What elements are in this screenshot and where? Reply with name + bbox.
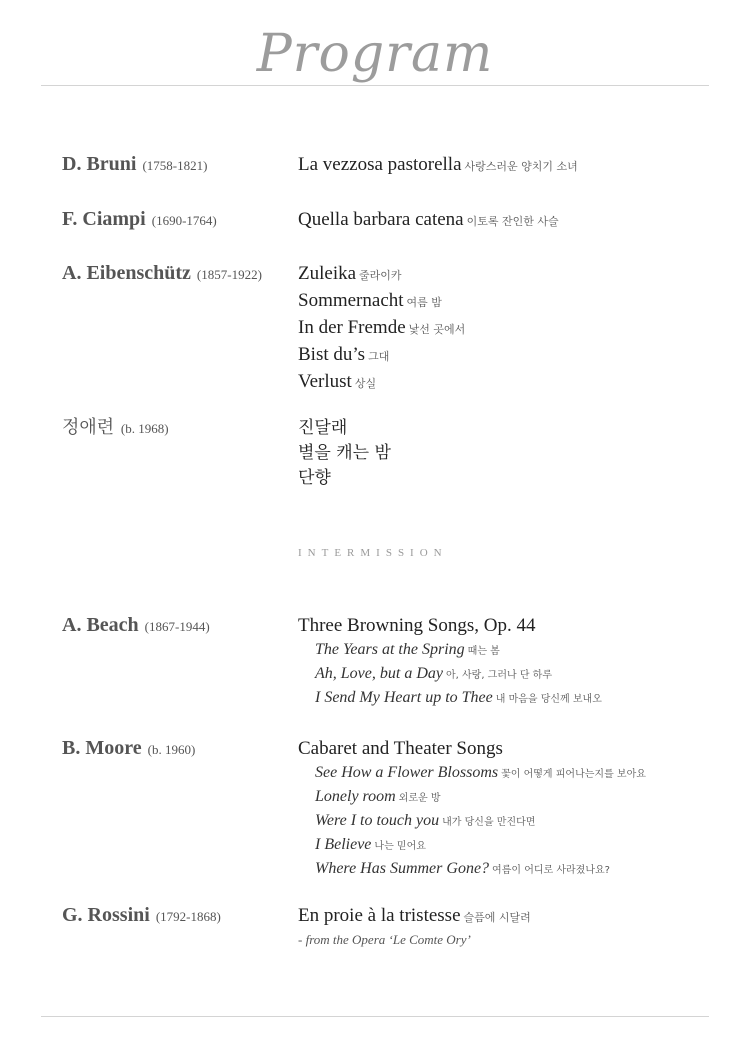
song-title: I Believe 나는 믿어요: [315, 836, 426, 853]
cycle-title: Three Browning Songs, Op. 44: [298, 615, 536, 636]
composer-years: (1758-1821): [142, 158, 208, 173]
work-title: 진달래: [298, 418, 348, 438]
composer-years: (1857-1922): [196, 267, 262, 282]
work-list: [298, 152, 578, 179]
korean-translation: 여름이 어디로 사라졌나요?: [492, 865, 610, 876]
korean-translation: 나는 믿어요: [374, 841, 426, 852]
composer-years: (1792-1868): [155, 909, 221, 924]
korean-translation: 꽃이 어떻게 피어나는지를 보아요: [501, 769, 646, 780]
korean-translation: 아, 사랑, 그러나 단 하루: [445, 670, 552, 681]
work-list: [298, 416, 391, 491]
composer-name: B. Moore (b. 1960): [62, 737, 196, 759]
work-title: La vezzosa pastorella 사랑스러운 양치기 소녀: [298, 154, 578, 175]
korean-translation: 여름 밤: [406, 296, 442, 309]
song-title: Ah, Love, but a Day 아, 사랑, 그러나 단 하루: [315, 665, 552, 682]
work-title: Zuleika 줄라이카: [298, 263, 402, 284]
song-title: Lonely room 외로운 방: [315, 788, 441, 805]
page-title: Program: [256, 24, 494, 84]
composer-years: (b. 1960): [147, 742, 196, 757]
song-title: The Years at the Spring 때는 봄: [315, 641, 500, 658]
work-title: 별을 캐는 밤: [298, 443, 391, 463]
work-list: [298, 261, 465, 396]
intermission-label: INTERMISSION: [298, 547, 448, 559]
korean-translation: 사랑스러운 양치기 소녀: [464, 160, 578, 173]
korean-translation: 내 마음을 당신께 보내오: [495, 694, 602, 705]
opera-source-note: - from the Opera ‘Le Comte Ory’: [298, 932, 471, 947]
top-divider: [41, 85, 709, 86]
work-title: Verlust 상실: [298, 371, 377, 392]
work-list: [298, 613, 602, 711]
song-title: I Send My Heart up to Thee 내 마음을 당신께 보내오: [315, 689, 602, 706]
composer-years: (1690-1764): [151, 213, 217, 228]
composer-name: A. Beach (1867-1944): [62, 614, 210, 636]
composer-name: G. Rossini (1792-1868): [62, 904, 221, 926]
work-title: In der Fremde 낯선 곳에서: [298, 317, 466, 338]
composer-name: A. Eibenschütz (1857-1922): [62, 262, 262, 284]
korean-translation: 외로운 방: [398, 793, 441, 804]
korean-translation: 줄라이카: [359, 269, 402, 282]
work-title: Quella barbara catena 이토록 잔인한 사슬: [298, 209, 559, 230]
korean-translation: 내가 당신을 만진다면: [442, 817, 536, 828]
composer-name: 정애련 (b. 1968): [62, 417, 169, 438]
composer-years: (1867-1944): [144, 619, 210, 634]
composer-name: F. Ciampi (1690-1764): [62, 208, 217, 230]
work-list: [298, 207, 559, 234]
korean-translation: 때는 봄: [467, 646, 500, 657]
korean-translation: 낯선 곳에서: [408, 323, 466, 336]
korean-translation: 상실: [354, 377, 377, 390]
song-title: See How a Flower Blossoms 꽃이 어떻게 피어나는지를 보아요: [315, 764, 646, 781]
cycle-title: Cabaret and Theater Songs: [298, 738, 503, 759]
work-title: Bist du’s 그대: [298, 344, 390, 365]
composer-years: (b. 1968): [120, 421, 169, 436]
song-title: Were I to touch you 내가 당신을 만진다면: [315, 812, 536, 829]
composer-name: D. Bruni (1758-1821): [62, 153, 208, 175]
korean-translation: 그대: [368, 350, 390, 363]
work-list: [298, 903, 531, 950]
korean-translation: 슬픔에 시달려: [463, 911, 531, 924]
work-title: Sommernacht 여름 밤: [298, 290, 442, 311]
work-title: 단향: [298, 468, 331, 488]
bottom-divider: [41, 1016, 709, 1017]
work-title: En proie à la tristesse 슬픔에 시달려: [298, 905, 531, 926]
work-list: [298, 736, 646, 882]
song-title: Where Has Summer Gone? 여름이 어디로 사라졌나요?: [315, 860, 610, 877]
korean-translation: 이토록 잔인한 사슬: [466, 215, 559, 228]
